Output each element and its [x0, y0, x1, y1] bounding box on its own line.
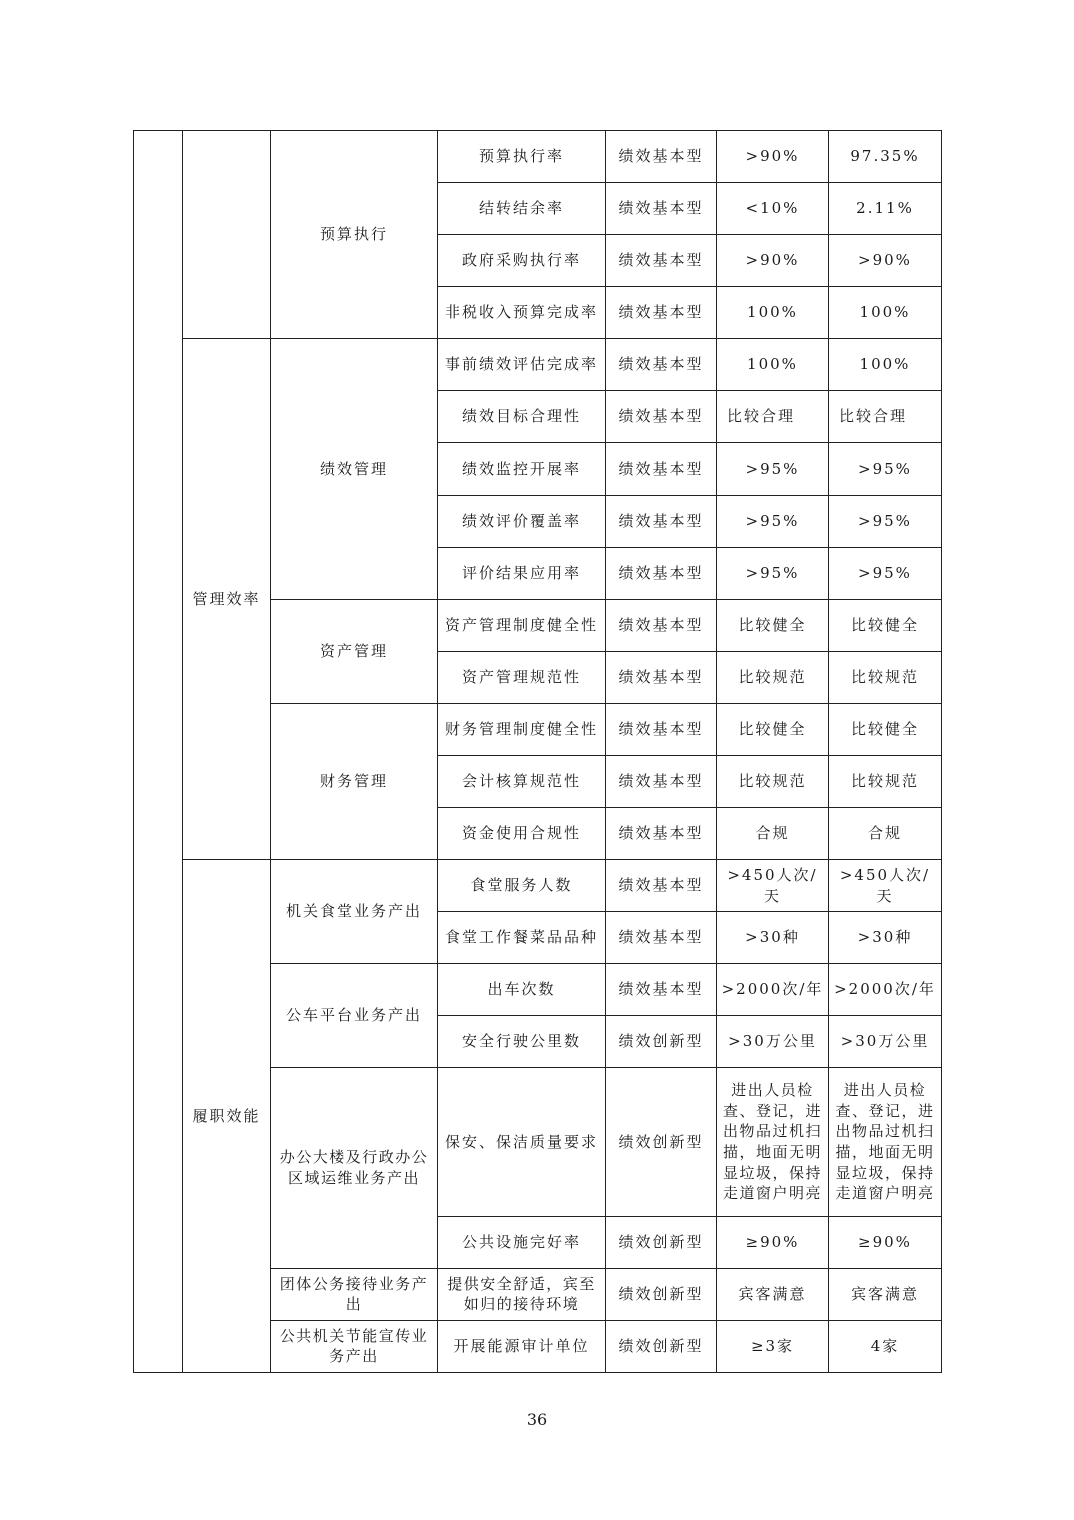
indicator-cell: 事前绩效评估完成率	[438, 339, 606, 391]
actual-cell: >2000次/年	[829, 964, 942, 1016]
actual-cell: 比较合理	[829, 391, 942, 443]
group-cell-finance: 财务管理	[271, 703, 438, 859]
actual-cell: >90%	[829, 235, 942, 287]
actual-cell: 4家	[829, 1320, 942, 1372]
target-cell: 100%	[717, 287, 829, 339]
target-cell: >90%	[717, 235, 829, 287]
type-cell: 绩效创新型	[606, 1216, 717, 1268]
category-cell-manage: 管理效率	[183, 339, 271, 860]
target-cell: 比较规范	[717, 651, 829, 703]
indicator-cell: 政府采购执行率	[438, 235, 606, 287]
indicator-cell: 结转结余率	[438, 183, 606, 235]
actual-cell: 100%	[829, 287, 942, 339]
target-cell: ≥3家	[717, 1320, 829, 1372]
target-cell: >95%	[717, 547, 829, 599]
outer-blank-cell	[134, 131, 183, 1373]
target-cell: 100%	[717, 339, 829, 391]
table-row	[134, 131, 942, 183]
actual-cell: 比较规范	[829, 755, 942, 807]
target-cell: ≥90%	[717, 1216, 829, 1268]
type-cell: 绩效基本型	[606, 495, 717, 547]
indicator-cell: 资产管理规范性	[438, 651, 606, 703]
target-cell: 合规	[717, 808, 829, 860]
group-cell-canteen: 机关食堂业务产出	[271, 860, 438, 964]
type-cell: 绩效基本型	[606, 703, 717, 755]
target-cell: 宾客满意	[717, 1268, 829, 1320]
indicator-cell: 绩效目标合理性	[438, 391, 606, 443]
type-cell: 绩效基本型	[606, 651, 717, 703]
type-cell: 绩效基本型	[606, 131, 717, 183]
actual-cell: >450人次/天	[829, 860, 942, 912]
type-cell: 绩效创新型	[606, 1268, 717, 1320]
actual-cell: 进出人员检查、登记，进出物品过机扫描，地面无明显垃圾，保持走道窗户明亮	[829, 1068, 942, 1216]
page-number: 36	[526, 1410, 548, 1429]
target-cell: >95%	[717, 495, 829, 547]
table-row	[134, 860, 942, 912]
group-cell-perf: 绩效管理	[271, 339, 438, 599]
actual-cell: 宾客满意	[829, 1268, 942, 1320]
type-cell: 绩效基本型	[606, 391, 717, 443]
actual-cell: 比较规范	[829, 651, 942, 703]
indicator-cell: 食堂服务人数	[438, 860, 606, 912]
type-cell: 绩效基本型	[606, 912, 717, 964]
indicator-cell: 安全行驶公里数	[438, 1016, 606, 1068]
type-cell: 绩效基本型	[606, 964, 717, 1016]
actual-cell: >95%	[829, 547, 942, 599]
actual-cell: 比较健全	[829, 703, 942, 755]
group-cell-reception: 团体公务接待业务产出	[271, 1268, 438, 1320]
target-cell: 比较健全	[717, 703, 829, 755]
target-cell: 进出人员检查、登记，进出物品过机扫描，地面无明显垃圾，保持走道窗户明亮	[717, 1068, 829, 1216]
target-cell: >30万公里	[717, 1016, 829, 1068]
group-cell-budget: 预算执行	[271, 131, 438, 339]
type-cell: 绩效基本型	[606, 339, 717, 391]
indicator-cell: 资金使用合规性	[438, 808, 606, 860]
actual-cell: >30种	[829, 912, 942, 964]
type-cell: 绩效基本型	[606, 235, 717, 287]
target-cell: <10%	[717, 183, 829, 235]
indicator-cell: 开展能源审计单位	[438, 1320, 606, 1372]
type-cell: 绩效基本型	[606, 599, 717, 651]
actual-cell: 比较健全	[829, 599, 942, 651]
indicator-cell: 预算执行率	[438, 131, 606, 183]
indicator-cell: 公共设施完好率	[438, 1216, 606, 1268]
actual-cell: ≥90%	[829, 1216, 942, 1268]
type-cell: 绩效创新型	[606, 1320, 717, 1372]
indicator-cell: 出车次数	[438, 964, 606, 1016]
indicator-cell: 会计核算规范性	[438, 755, 606, 807]
actual-cell: 合规	[829, 808, 942, 860]
target-cell: >450人次/天	[717, 860, 829, 912]
indicator-cell: 绩效评价覆盖率	[438, 495, 606, 547]
type-cell: 绩效基本型	[606, 755, 717, 807]
actual-cell: 2.11%	[829, 183, 942, 235]
actual-cell: >95%	[829, 495, 942, 547]
indicator-cell: 保安、保洁质量要求	[438, 1068, 606, 1216]
type-cell: 绩效基本型	[606, 547, 717, 599]
category-cell-perform: 履职效能	[183, 860, 271, 1373]
target-cell: 比较合理	[717, 391, 829, 443]
indicator-cell: 资产管理制度健全性	[438, 599, 606, 651]
type-cell: 绩效基本型	[606, 860, 717, 912]
indicator-cell: 财务管理制度健全性	[438, 703, 606, 755]
actual-cell: 97.35%	[829, 131, 942, 183]
target-cell: >2000次/年	[717, 964, 829, 1016]
group-cell-building: 办公大楼及行政办公区域运维业务产出	[271, 1068, 438, 1268]
type-cell: 绩效基本型	[606, 808, 717, 860]
type-cell: 绩效创新型	[606, 1068, 717, 1216]
type-cell: 绩效基本型	[606, 287, 717, 339]
table-row	[134, 339, 942, 391]
group-cell-asset: 资产管理	[271, 599, 438, 703]
group-cell-car: 公车平台业务产出	[271, 964, 438, 1068]
target-cell: 比较健全	[717, 599, 829, 651]
actual-cell: >30万公里	[829, 1016, 942, 1068]
indicator-cell: 评价结果应用率	[438, 547, 606, 599]
actual-cell: 100%	[829, 339, 942, 391]
type-cell: 绩效基本型	[606, 183, 717, 235]
target-cell: 比较规范	[717, 755, 829, 807]
group-cell-energy: 公共机关节能宣传业务产出	[271, 1320, 438, 1372]
target-cell: >95%	[717, 443, 829, 495]
category-cell-blank	[183, 131, 271, 339]
actual-cell: >95%	[829, 443, 942, 495]
type-cell: 绩效创新型	[606, 1016, 717, 1068]
indicator-cell: 食堂工作餐菜品品种	[438, 912, 606, 964]
indicator-cell: 提供安全舒适，宾至如归的接待环境	[438, 1268, 606, 1320]
target-cell: >30种	[717, 912, 829, 964]
performance-indicator-table	[133, 130, 942, 1373]
type-cell: 绩效基本型	[606, 443, 717, 495]
indicator-cell: 绩效监控开展率	[438, 443, 606, 495]
indicator-cell: 非税收入预算完成率	[438, 287, 606, 339]
target-cell: >90%	[717, 131, 829, 183]
